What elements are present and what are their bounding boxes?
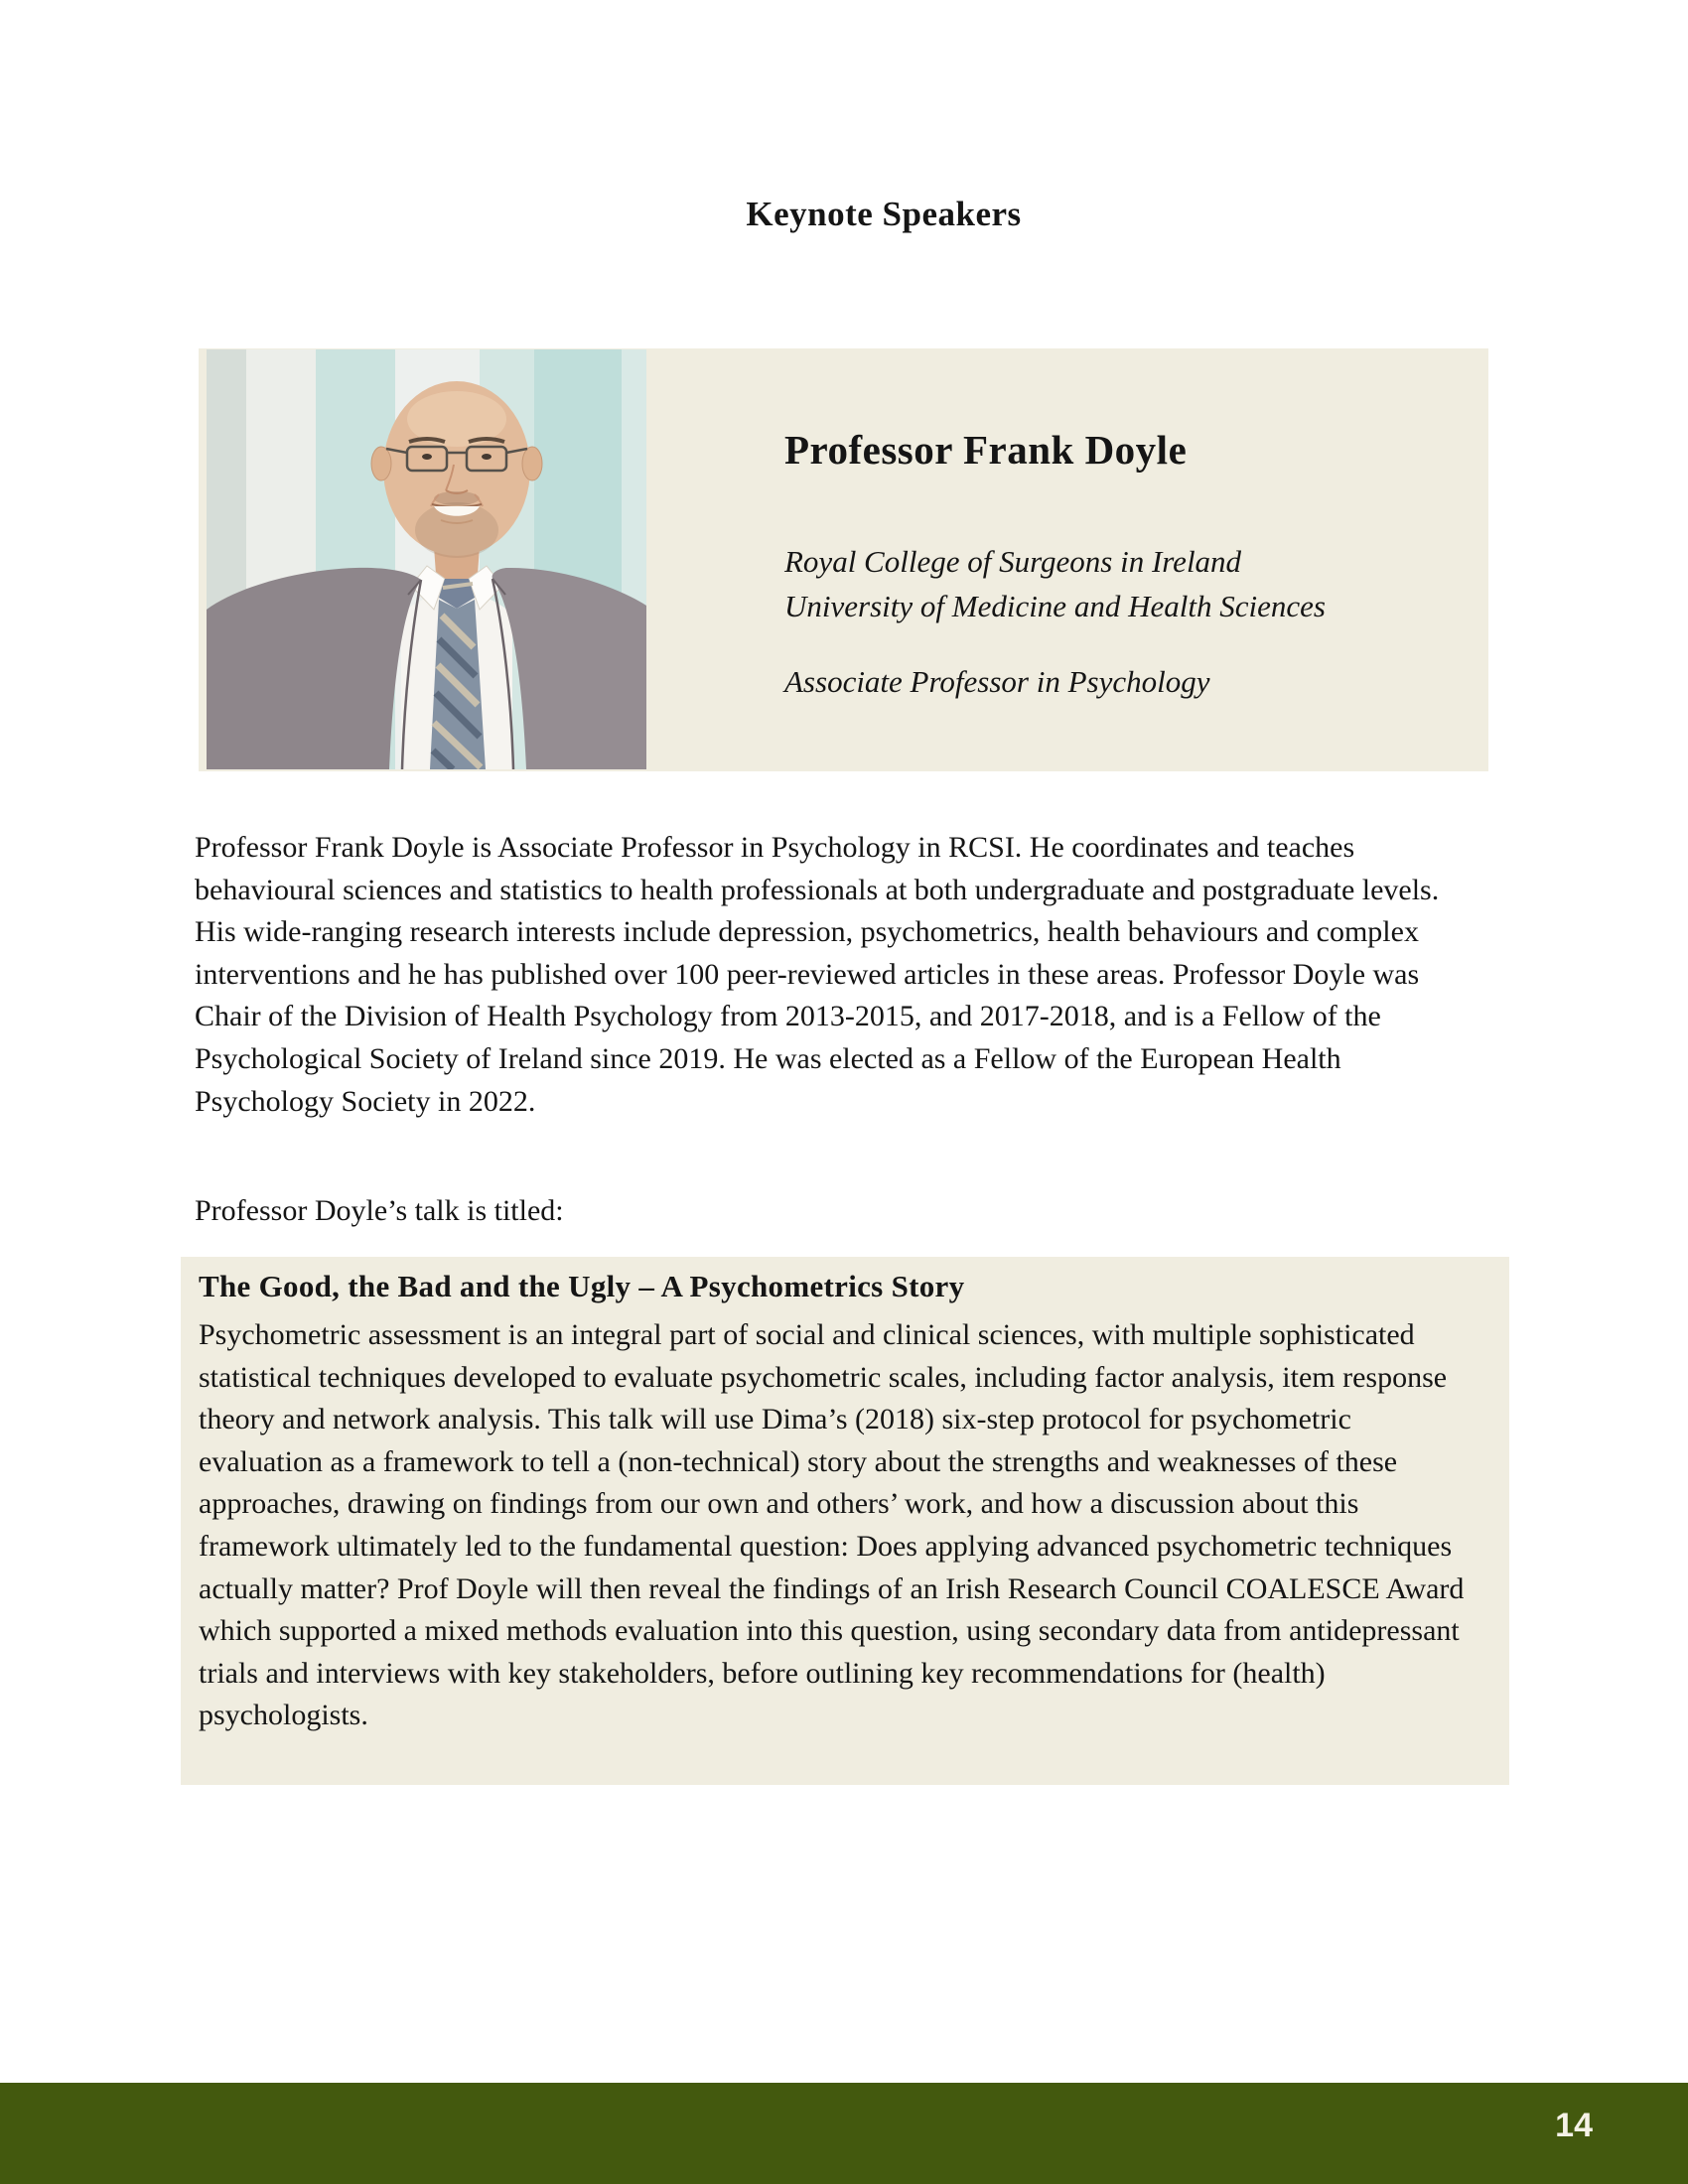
talk-abstract: Psychometric assessment is an integral part of social and clinical sciences, with multiple sophisticated statistical techniques developed to evaluate psychometric scales, including factor analysis, item response theory and network analysis. This talk will use Dima’s (2018) six-step protocol for psychometric evaluation as a framework to tell a (non-technical) story about the strengths and weaknesses of these approaches, drawing on findings from our own and others’ work, and how a discussion about this framework ultimately led to the fundamental question: Does applying advanced psychometric techniques actually matter? Prof Doyle will then reveal the findings of an Irish Research Council COALESCE Award which supported a mixed methods evaluation into this question, using secondary data from antidepressant trials and interviews with key stakeholders, before outlining key recommendations for (health) psychologists.: [199, 1318, 1465, 1732]
speaker-card: [199, 348, 1488, 771]
speaker-name: Professor Frank Doyle: [784, 427, 1188, 473]
speaker-role: Associate Professor in Psychology: [784, 664, 1210, 699]
speaker-biography: Professor Frank Doyle is Associate Professor in Psychology in RCSI. He coordinates and teaches behavioural sciences and statistics to health professionals at both undergraduate and postgraduate levels. His wide-ranging research interests include depression, psychometrics, health behaviours and complex interventions and he has published over 100 peer-reviewed articles in these areas. Professor Doyle was Chair of the Division of Health Psychology from 2013-2015, and 2017-2018, and is a Fellow of the Psychological Society of Ireland since 2019. He was elected as a Fellow of the European Health Psychology Society in 2022.: [195, 831, 1440, 1118]
speaker-affiliation-line1: Royal College of Surgeons in Ireland: [784, 544, 1242, 579]
talk-title: The Good, the Bad and the Ugly – A Psychometrics Story: [199, 1269, 965, 1303]
talk-panel: [181, 1257, 1509, 1785]
speaker-affiliation-line2: University of Medicine and Health Sciences: [784, 589, 1326, 623]
speaker-portrait-photo: [207, 349, 646, 769]
page-number: 14: [1555, 2107, 1593, 2144]
speaker-affiliation: [784, 539, 1326, 628]
page-title: Keynote Speakers: [746, 195, 1022, 233]
talk-intro-line: Professor Doyle’s talk is titled:: [195, 1194, 564, 1227]
footer-bar: [0, 2083, 1688, 2184]
